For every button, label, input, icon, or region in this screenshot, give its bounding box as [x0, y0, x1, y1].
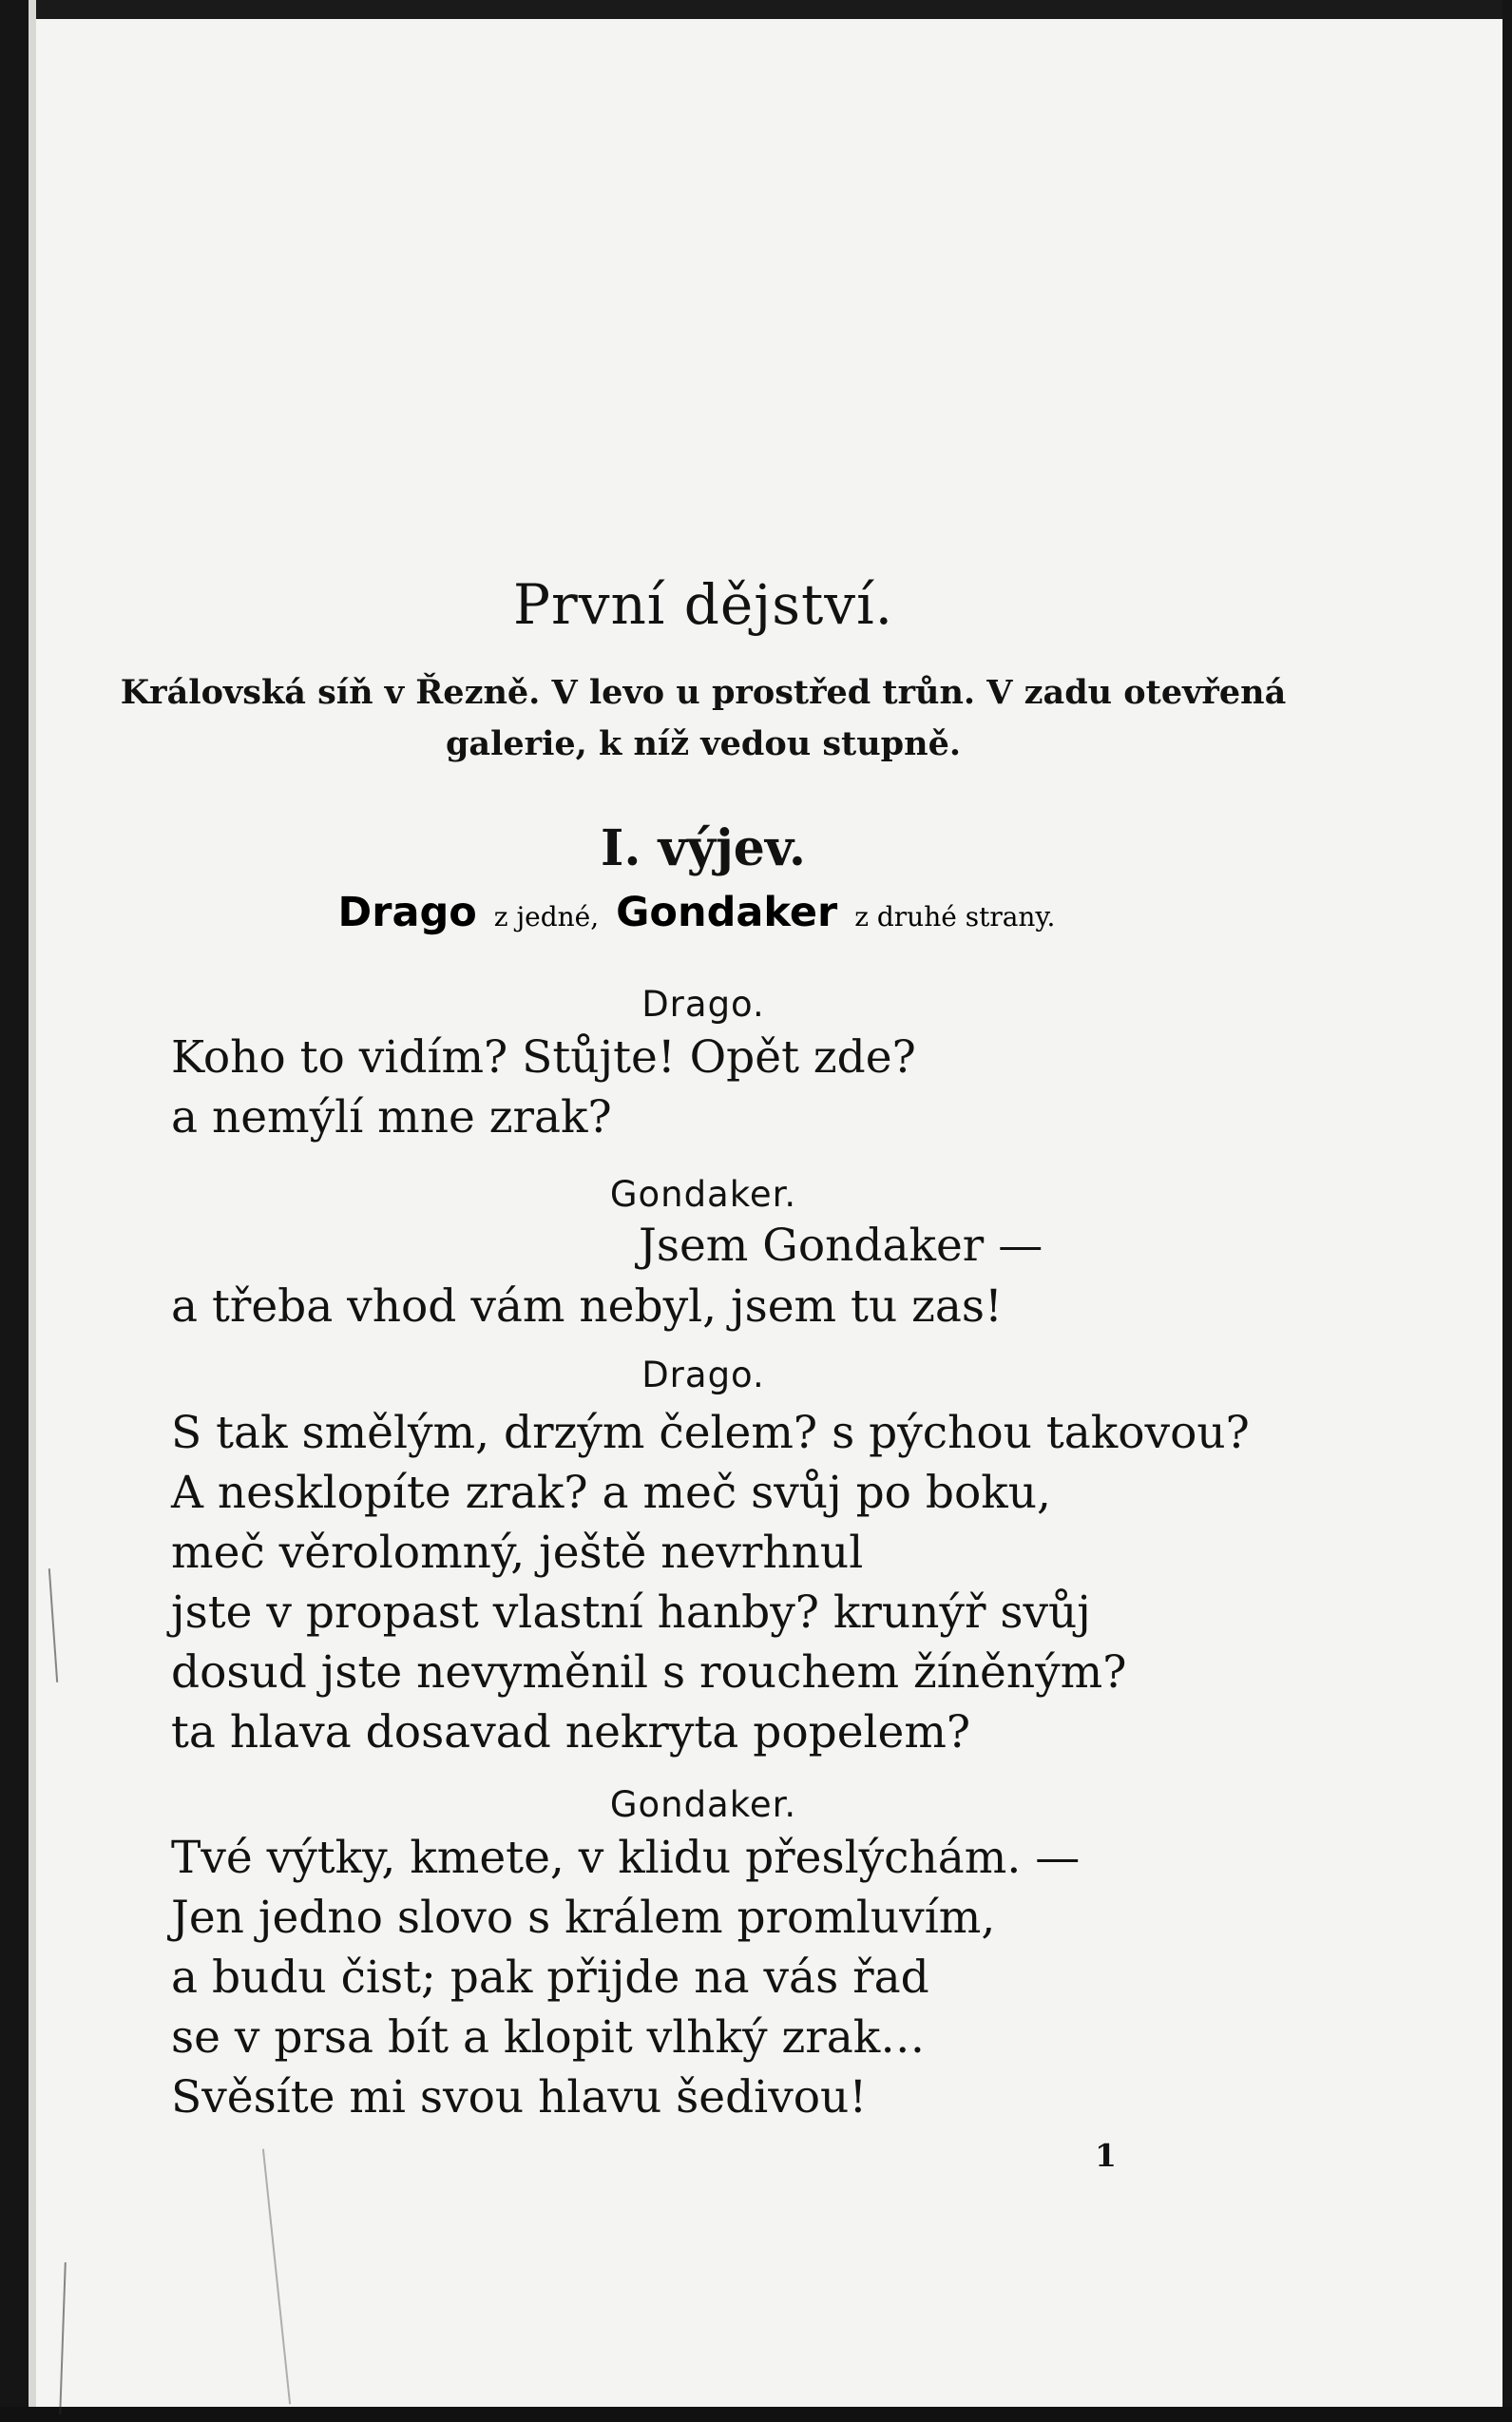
act-title: První dějství.: [512, 572, 894, 637]
stage-direction-line: Královská síň v Řezně. V levo u prostřed trůn. V zadu otevřená: [120, 673, 1287, 712]
stage-direction-line: galerie, k níž vedou stupně.: [445, 724, 962, 763]
verse-line: S tak smělým, drzým čelem? s pýchou takovou?: [171, 1407, 1250, 1459]
paper-crease: [262, 2149, 291, 2405]
verse-line: Tvé výtky, kmete, v klidu přeslýchám. —: [171, 1832, 1081, 1884]
scan-edge-right: [1502, 0, 1512, 2422]
paper-crease: [48, 1568, 58, 1682]
stage-direction: [114, 667, 1292, 770]
cast-line: [0, 889, 1407, 936]
verse-line: Koho to vidím? Stůjte! Opět zde?: [171, 1031, 916, 1084]
verse-line: ta hlava dosavad nekryta popelem?: [171, 1706, 971, 1759]
cast-name-gondaker: Gondaker: [616, 889, 838, 936]
verse-line: meč věrolomný, ještě nevrhnul: [171, 1527, 864, 1579]
cast-name-drago: Drago: [337, 889, 477, 936]
speaker-name: Drago.: [641, 984, 765, 1025]
speaker-name: Gondaker.: [609, 1174, 797, 1215]
page-number: 1: [1095, 2137, 1117, 2174]
scan-edge-top: [0, 0, 1512, 19]
verse-line: se v prsa bít a klopit vlhký zrak…: [171, 2011, 926, 2064]
verse-line: a budu čist; pak přijde na vás řad: [171, 1951, 929, 2004]
scene-title: I. výjev.: [601, 819, 806, 877]
speaker-name: Gondaker.: [609, 1784, 797, 1825]
scan-edge-bottom: [0, 2407, 1512, 2422]
cast-note: z druhé strany.: [854, 901, 1056, 932]
verse-line: A nesklopíte zrak? a meč svůj po boku,: [171, 1467, 1051, 1519]
verse-line: jste v propast vlastní hanby? krunýř svůj: [171, 1586, 1091, 1639]
verse-line: a nemýlí mne zrak?: [171, 1091, 612, 1144]
verse-line: a třeba vhod vám nebyl, jsem tu zas!: [171, 1280, 1003, 1333]
verse-line: Jsem Gondaker —: [639, 1220, 1043, 1272]
verse-line: dosud jste nevyměnil s rouchem žíněným?: [171, 1646, 1127, 1699]
paper-crease: [59, 2262, 67, 2414]
cast-note: z jedné,: [493, 901, 600, 932]
speaker-name: Drago.: [641, 1355, 765, 1395]
verse-line: Svěsíte mi svou hlavu šedivou!: [171, 2071, 868, 2124]
verse-line: Jen jedno slovo s králem promluvím,: [171, 1892, 996, 1944]
